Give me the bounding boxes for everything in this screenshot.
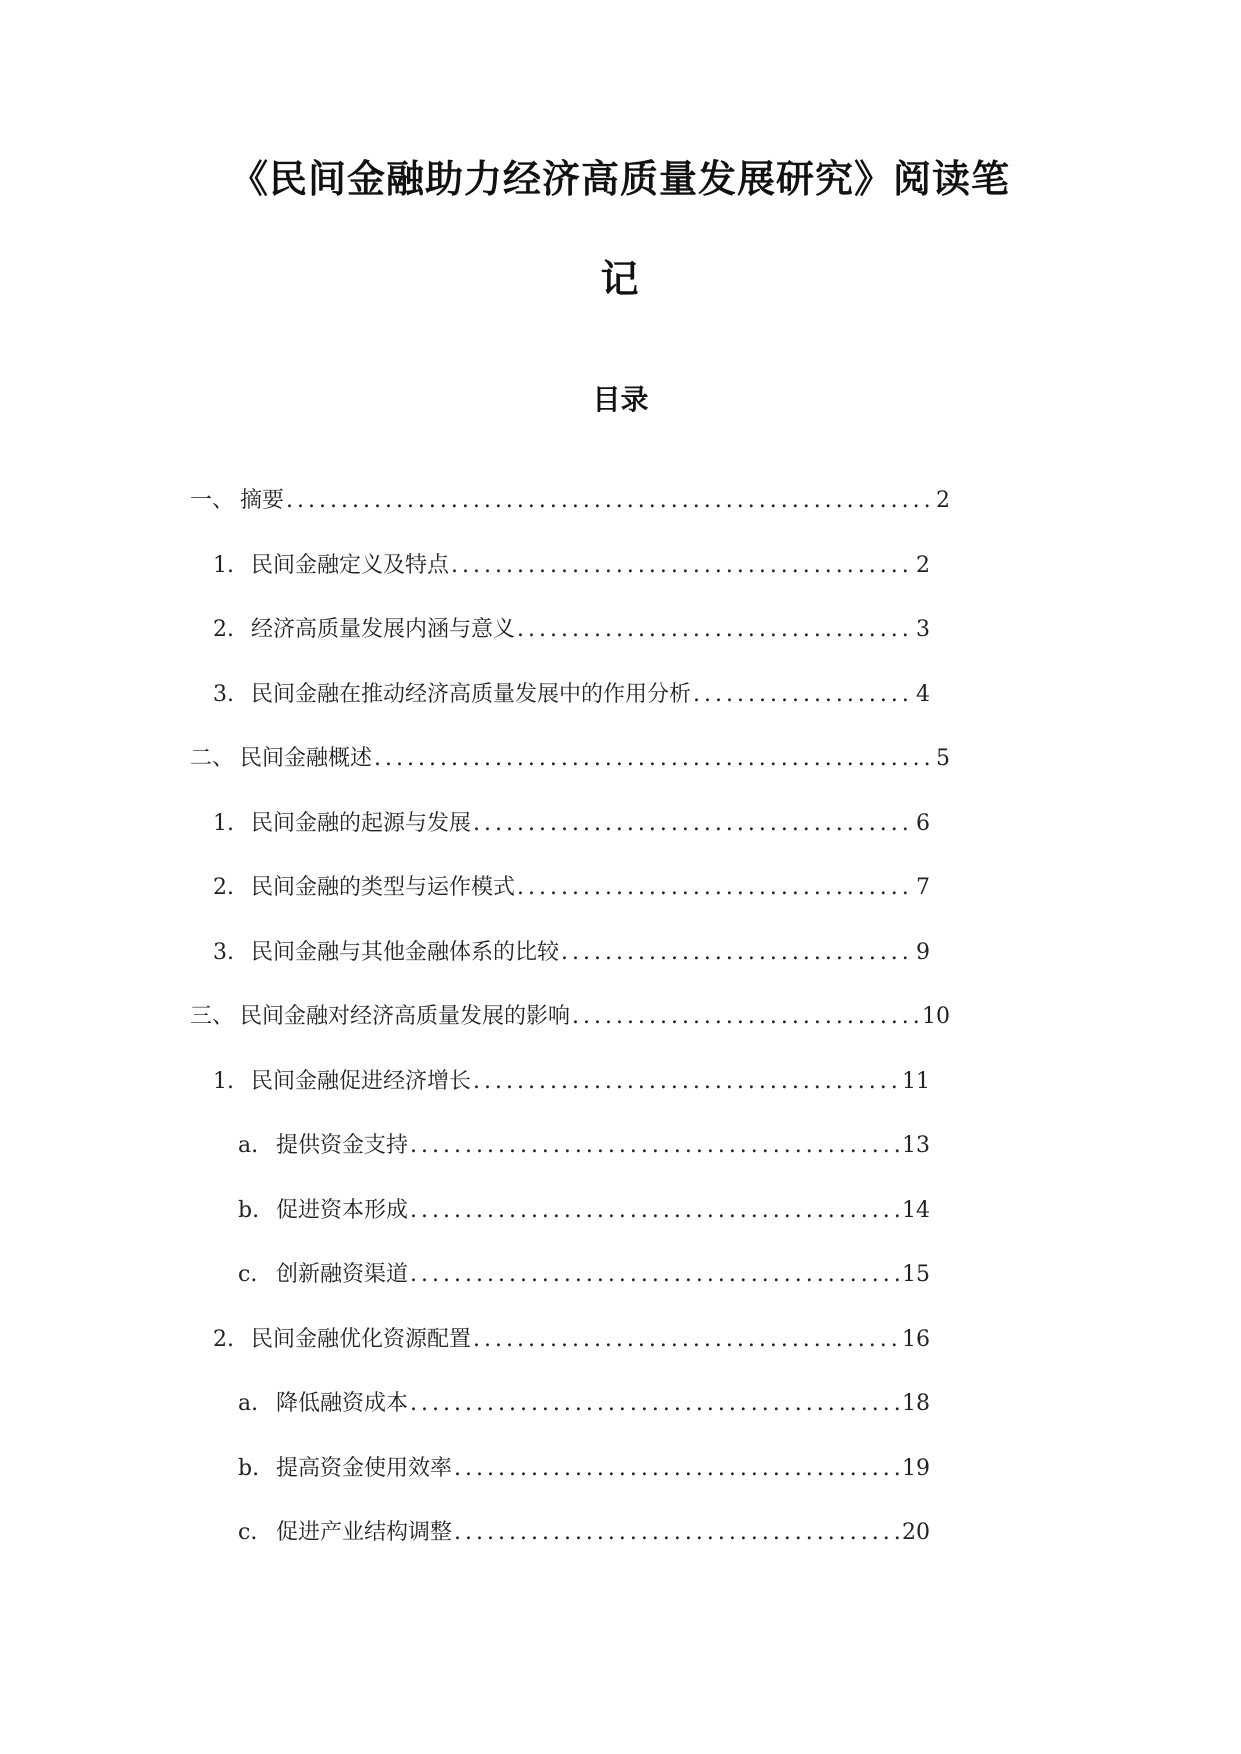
toc-entry-page-number: 20: [902, 1520, 930, 1545]
toc-entry-page-number: 16: [902, 1326, 930, 1352]
toc-dot-leader: [410, 1196, 900, 1226]
toc-entry[interactable]: [238, 1196, 930, 1226]
toc-entry-label: 经济高质量发展内涵与意义: [251, 617, 516, 642]
toc-entry-page-number: 15: [902, 1262, 930, 1287]
toc-entry[interactable]: [190, 1002, 950, 1032]
toc-entry[interactable]: [190, 486, 950, 516]
toc-entry-page-number: 6: [916, 810, 930, 836]
document-title-line-2: 记: [600, 257, 640, 301]
toc-entry-page-number: 4: [916, 681, 930, 707]
toc-entry[interactable]: [213, 1067, 930, 1097]
toc-entry-page-number: 5: [936, 746, 950, 771]
toc-entry-number: 1.: [213, 1068, 234, 1094]
toc-entry-number: 2.: [213, 617, 234, 642]
toc-dot-leader: [473, 1067, 900, 1097]
toc-entry[interactable]: [213, 873, 930, 903]
toc-dot-leader: [517, 873, 914, 903]
toc-entry[interactable]: [213, 680, 930, 710]
toc-entry[interactable]: [238, 1260, 930, 1290]
toc-entry-label: 民间金融定义及特点: [251, 552, 450, 578]
toc-dot-leader: [410, 1131, 900, 1161]
toc-entry-label: 民间金融促进经济增长: [251, 1068, 472, 1094]
toc-entry-label: 民间金融在推动经济高质量发展中的作用分析: [251, 681, 692, 707]
toc-entry-page-number: 14: [902, 1197, 930, 1223]
toc-dot-leader: [286, 486, 934, 516]
toc-entry-page-number: 11: [902, 1068, 930, 1094]
toc-entry-page-number: 18: [902, 1391, 930, 1416]
toc-entry[interactable]: [213, 551, 930, 581]
toc-entry[interactable]: [213, 1325, 930, 1355]
toc-entry[interactable]: [238, 1518, 930, 1548]
toc-entry-number: c.: [238, 1520, 258, 1545]
toc-entry-number: a.: [238, 1391, 259, 1416]
toc-entry-page-number: 2: [936, 488, 950, 513]
toc-entry-label: 民间金融的起源与发展: [251, 810, 472, 836]
toc-entry[interactable]: [238, 1389, 930, 1419]
toc-entry-label: 提高资金使用效率: [276, 1455, 453, 1481]
toc-entry-number: 2.: [213, 1326, 234, 1352]
toc-entry-number: b.: [238, 1455, 260, 1481]
toc-dot-leader: [517, 615, 914, 645]
document-title-line-1: 《民间金融助力经济高质量发展研究》阅读笔: [229, 157, 1010, 201]
toc-entry-number: c.: [238, 1262, 258, 1287]
toc-dot-leader: [410, 1389, 900, 1419]
toc-entry-label: 提供资金支持: [276, 1133, 409, 1158]
toc-dot-leader: [451, 551, 914, 581]
toc-heading: 目录: [592, 383, 649, 416]
toc-entry-label: 民间金融优化资源配置: [251, 1326, 472, 1352]
toc-entry-label: 促进产业结构调整: [276, 1520, 453, 1545]
toc-entry-page-number: 3: [916, 617, 930, 642]
toc-entry[interactable]: [190, 744, 950, 774]
toc-entry-label: 降低融资成本: [276, 1391, 409, 1416]
toc-dot-leader: [374, 744, 934, 774]
toc-entry-label: 民间金融概述: [240, 746, 373, 771]
toc-entry-page-number: 7: [916, 875, 930, 900]
toc-entry[interactable]: [213, 938, 930, 968]
toc-dot-leader: [410, 1260, 900, 1290]
toc-entry-label: 促进资本形成: [276, 1197, 409, 1223]
toc-dot-leader: [454, 1518, 900, 1548]
toc-entry-number: b.: [238, 1197, 260, 1223]
toc-entry-label: 民间金融与其他金融体系的比较: [251, 939, 560, 965]
toc-entry-number: 1.: [213, 552, 234, 578]
toc-entry-label: 民间金融的类型与运作模式: [251, 875, 516, 900]
toc-entry-page-number: 13: [902, 1133, 930, 1158]
toc-entry-number: 3.: [213, 681, 234, 707]
toc-entry-number: 三、: [190, 1004, 235, 1029]
toc-entry-label: 创新融资渠道: [276, 1262, 409, 1287]
toc-entry[interactable]: [213, 615, 930, 645]
toc-entry[interactable]: [213, 809, 930, 839]
toc-entry-number: 3.: [213, 939, 234, 965]
toc-entry-page-number: 10: [922, 1004, 950, 1029]
toc-entry[interactable]: [238, 1454, 930, 1484]
toc-entry-number: a.: [238, 1133, 259, 1158]
toc-entry-page-number: 9: [916, 939, 930, 965]
toc-entry-page-number: 19: [902, 1455, 930, 1481]
toc-entry-number: 1.: [213, 810, 234, 836]
toc-dot-leader: [473, 809, 914, 839]
toc-dot-leader: [572, 1002, 920, 1032]
toc-entry-label: 摘要: [240, 488, 285, 513]
toc-entry-number: 2.: [213, 875, 234, 900]
toc-entry[interactable]: [238, 1131, 930, 1161]
toc-entry-number: 一、: [190, 488, 235, 513]
toc-dot-leader: [693, 680, 914, 710]
toc-entry-page-number: 2: [916, 552, 930, 578]
toc-entry-number: 二、: [190, 746, 235, 771]
toc-dot-leader: [561, 938, 914, 968]
toc-dot-leader: [473, 1325, 900, 1355]
toc-entry-label: 民间金融对经济高质量发展的影响: [240, 1004, 571, 1029]
toc-dot-leader: [454, 1454, 900, 1484]
